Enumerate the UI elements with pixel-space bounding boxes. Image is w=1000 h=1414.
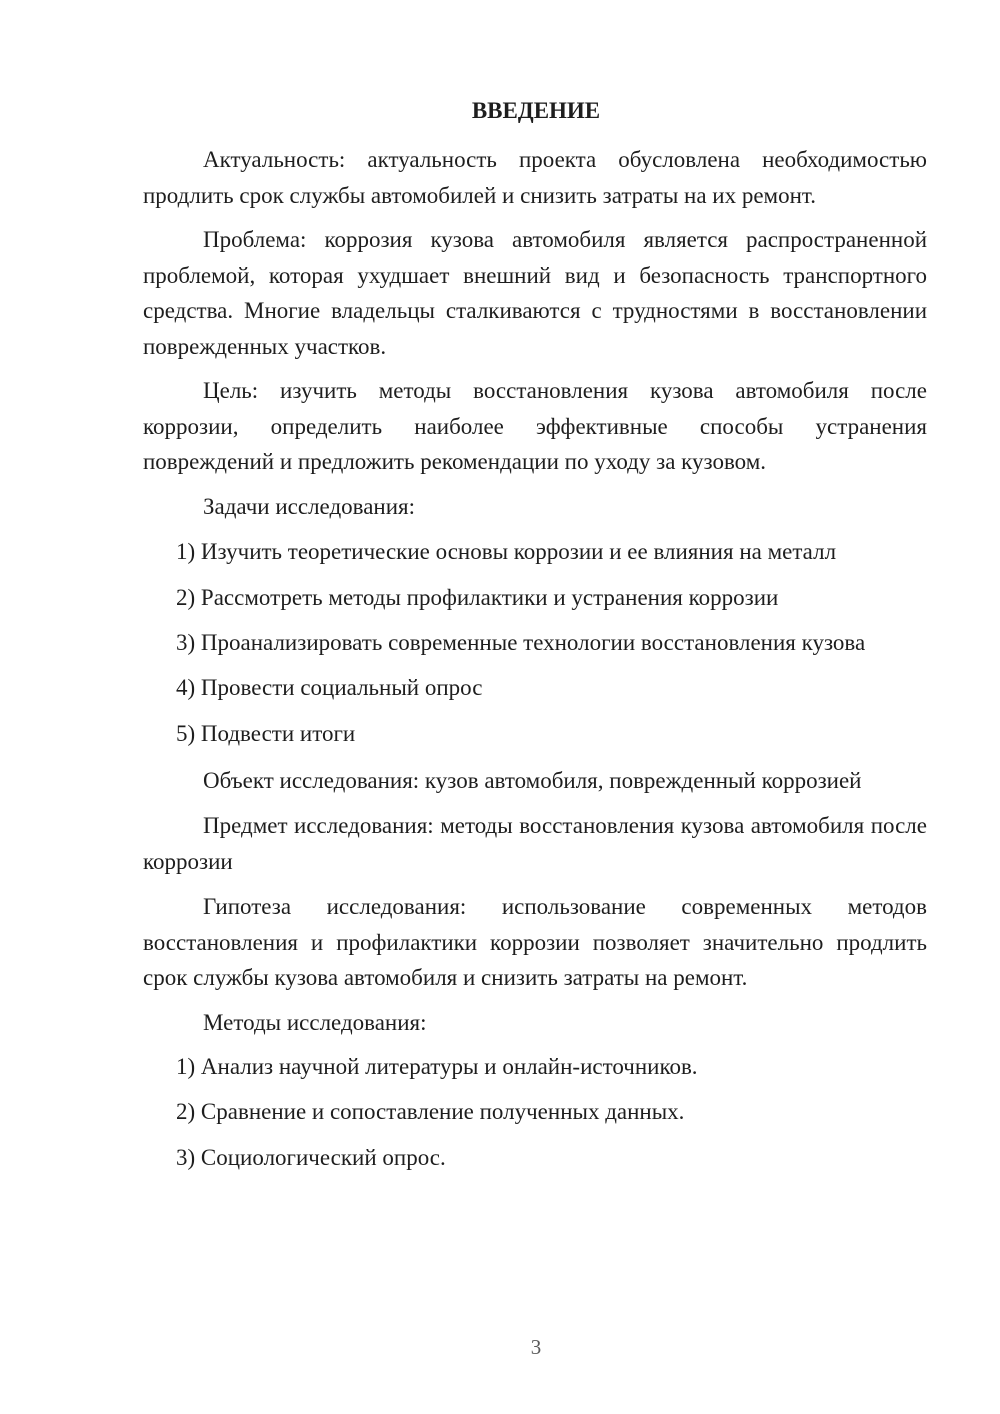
tasks-title: Задачи исследования: [203,494,416,519]
relevance-paragraph: Актуальность: актуальность проекта обусловлена необходимостью продлить срок службы автомобилей и снизить затраты на их ремонт. [143,147,927,208]
page-number: 3 [530,1335,542,1359]
task-item: 1) Изучить теоретические основы коррозии и ее влияния на металл [176,539,837,564]
problem-paragraph: Проблема: коррозия кузова автомобиля является распространенной проблемой, которая ухудшает внешний вид и безопасность транспортного средства. Многие владельцы сталкиваются с трудностями в восстановлении поврежденных участков. [143,227,927,359]
goal-paragraph: Цель: изучить методы восстановления кузова автомобиля после коррозии, определить наиболее эффективные способы устранения повреждений и предложить рекомендации по уходу за кузовом. [143,378,927,474]
task-item: 3) Проанализировать современные технологии восстановления кузова [176,630,866,655]
method-item: 2) Сравнение и сопоставление полученных данных. [176,1099,685,1124]
hypothesis-paragraph: Гипотеза исследования: использование современных методов восстановления и профилактики коррозии позволяет значительно продлить срок службы кузова автомобиля и снизить затраты на ремонт. [143,894,927,990]
task-item: 5) Подвести итоги [176,721,356,746]
methods-title: Методы исследования: [203,1010,427,1035]
object-paragraph: Объект исследования: кузов автомобиля, поврежденный коррозией [203,768,862,793]
page-title: ВВЕДЕНИЕ [471,98,601,123]
method-item: 1) Анализ научной литературы и онлайн-источников. [176,1054,698,1079]
method-item: 3) Социологический опрос. [176,1145,446,1170]
subject-paragraph: Предмет исследования: методы восстановления кузова автомобиля после коррозии [143,813,927,874]
task-item: 2) Рассмотреть методы профилактики и устранения коррозии [176,585,779,610]
task-item: 4) Провести социальный опрос [176,675,483,700]
